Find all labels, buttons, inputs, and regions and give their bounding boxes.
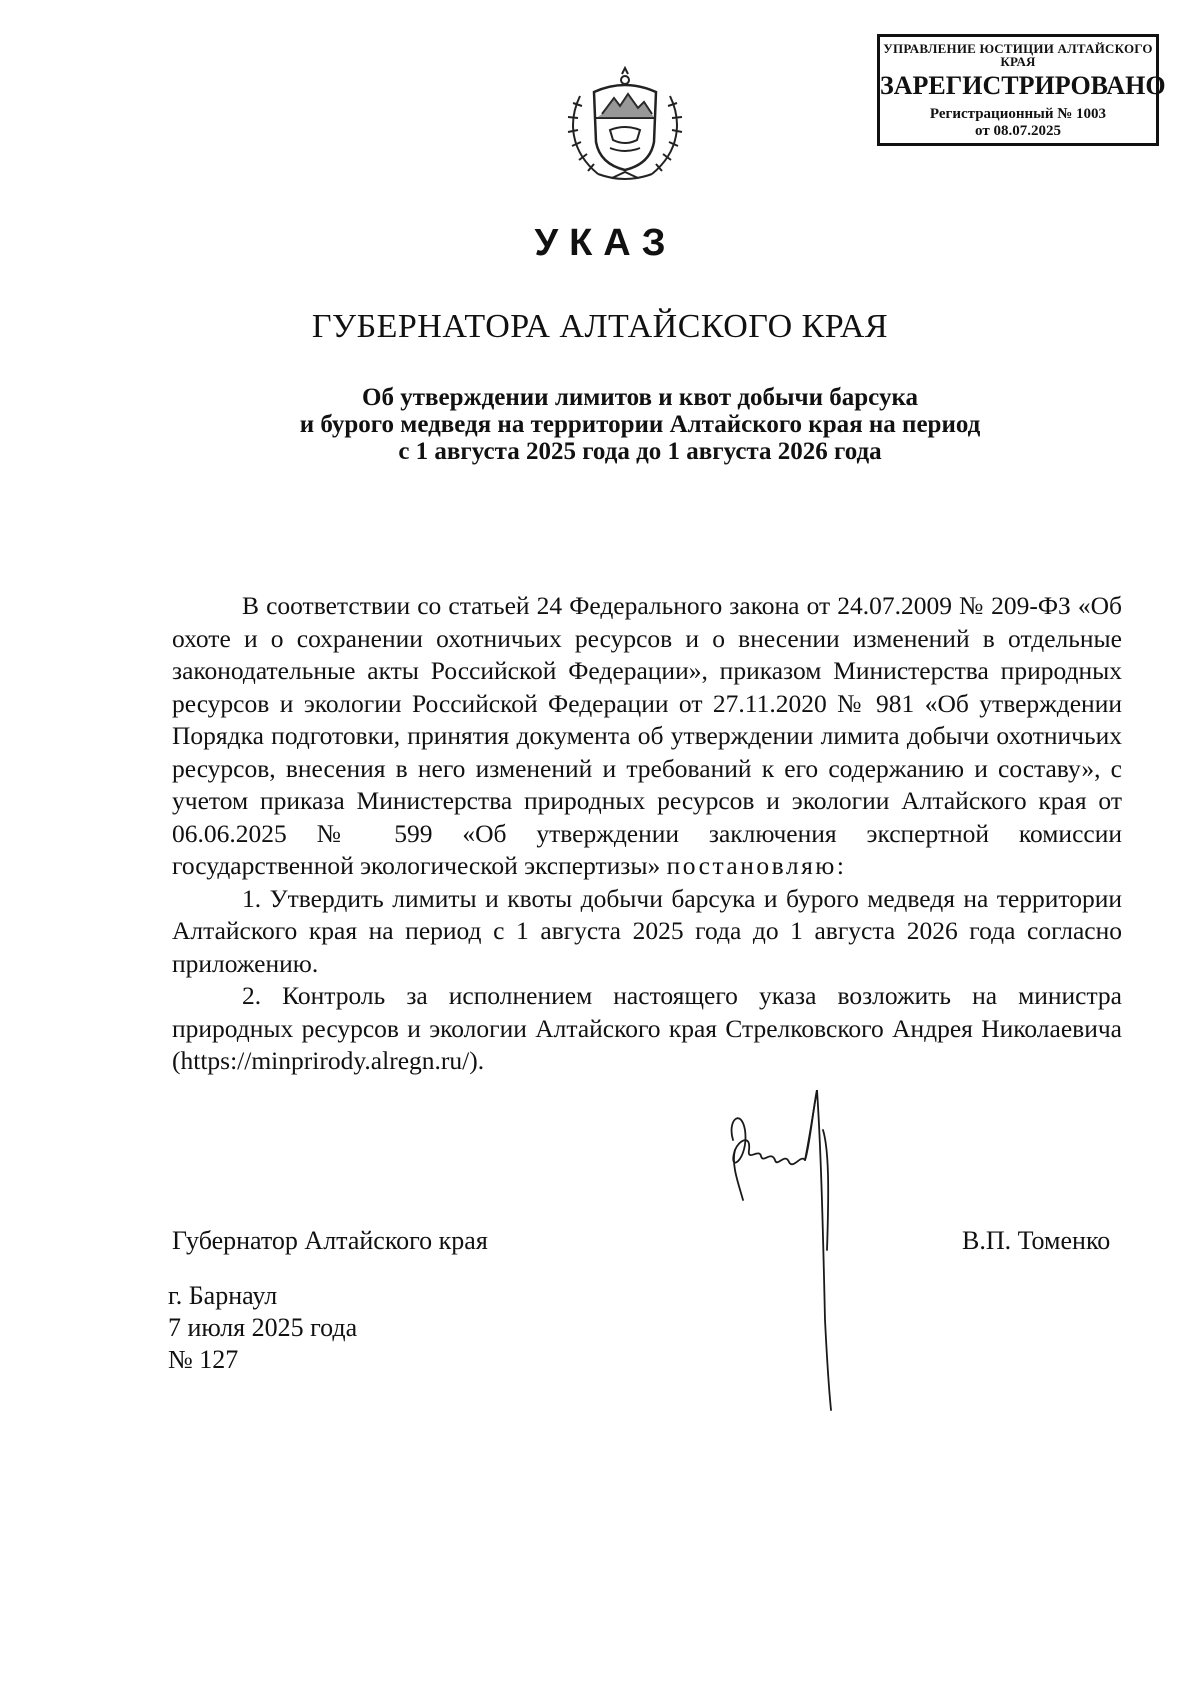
decree-number: № 127 <box>168 1345 239 1374</box>
issuer-title: ГУБЕРНАТОРА АЛТАЙСКОГО КРАЯ <box>311 308 889 345</box>
decree-item-1: 1. Утвердить лимиты и квоты добычи барсука и бурого медведя на территории Алтайского края на период с 1 августа 2025 года до 1 августа 2026 года согласно приложению. <box>172 883 1122 978</box>
signer-position: Губернатор Алтайского края <box>172 1226 488 1255</box>
stamp-status: ЗАРЕГИСТРИРОВАНО <box>880 71 1166 100</box>
preamble-text: В соответствии со статьей 24 Федерального закона от 24.07.2009 № 209-ФЗ «Об охоте и о сохранении охотничьих ресурсов и о внесении изменений в отдельные законодательные акты Российской Федерации», приказом Министерства природных ресурсов и экологии Российской Федерации от 27.11.2020 № 981 «Об утверждении Порядка подготовки, принятия документа об утверждении лимита добычи охотничьих ресурсов, внесения в него изменений и требований к его содержанию и составу», с учетом приказа Министерства природных ресурсов и экологии Алтайского края от 06.06.2025 № 599 «Об утверждении заключения экспертной комиссии государственной экологической экспертизы» <box>172 591 1122 880</box>
decree-item-2: 2. Контроль за исполнением настоящего указа возложить на министра природных ресурсов и экологии Алтайского края Стрелковского Андрея Николаевича (https://minprirody.alregn.ru/). <box>172 981 1122 1075</box>
document-type: УКАЗ <box>534 222 677 264</box>
decree-title-line: с 1 августа 2025 года до 1 августа 2026 года <box>398 438 882 465</box>
decree-title-line: Об утверждении лимитов и квот добычи барсука <box>362 384 918 411</box>
stamp-organization: УПРАВЛЕНИЕ ЮСТИЦИИ АЛТАЙСКОГО КРАЯ <box>883 41 1153 69</box>
preamble-paragraph <box>172 590 1122 883</box>
decree-title <box>200 384 1080 465</box>
decree-date: 7 июля 2025 года <box>168 1313 358 1342</box>
signer-name: В.П. Томенко <box>962 1226 1111 1255</box>
handwritten-signature <box>705 1090 865 1420</box>
place-city: г. Барнаул <box>168 1281 278 1310</box>
decree-title-line: и бурого медведя на территории Алтайского края на период <box>299 411 981 438</box>
decree-word: постановляю: <box>666 851 847 880</box>
decree-place-date-number <box>168 1280 357 1376</box>
stamp-registration-number: Регистрационный № 1003 <box>929 106 1107 122</box>
stamp-date: от 08.07.2025 <box>975 123 1061 139</box>
registration-stamp <box>877 34 1166 146</box>
decree-body <box>172 590 1122 1078</box>
coat-of-arms-icon <box>560 66 690 188</box>
